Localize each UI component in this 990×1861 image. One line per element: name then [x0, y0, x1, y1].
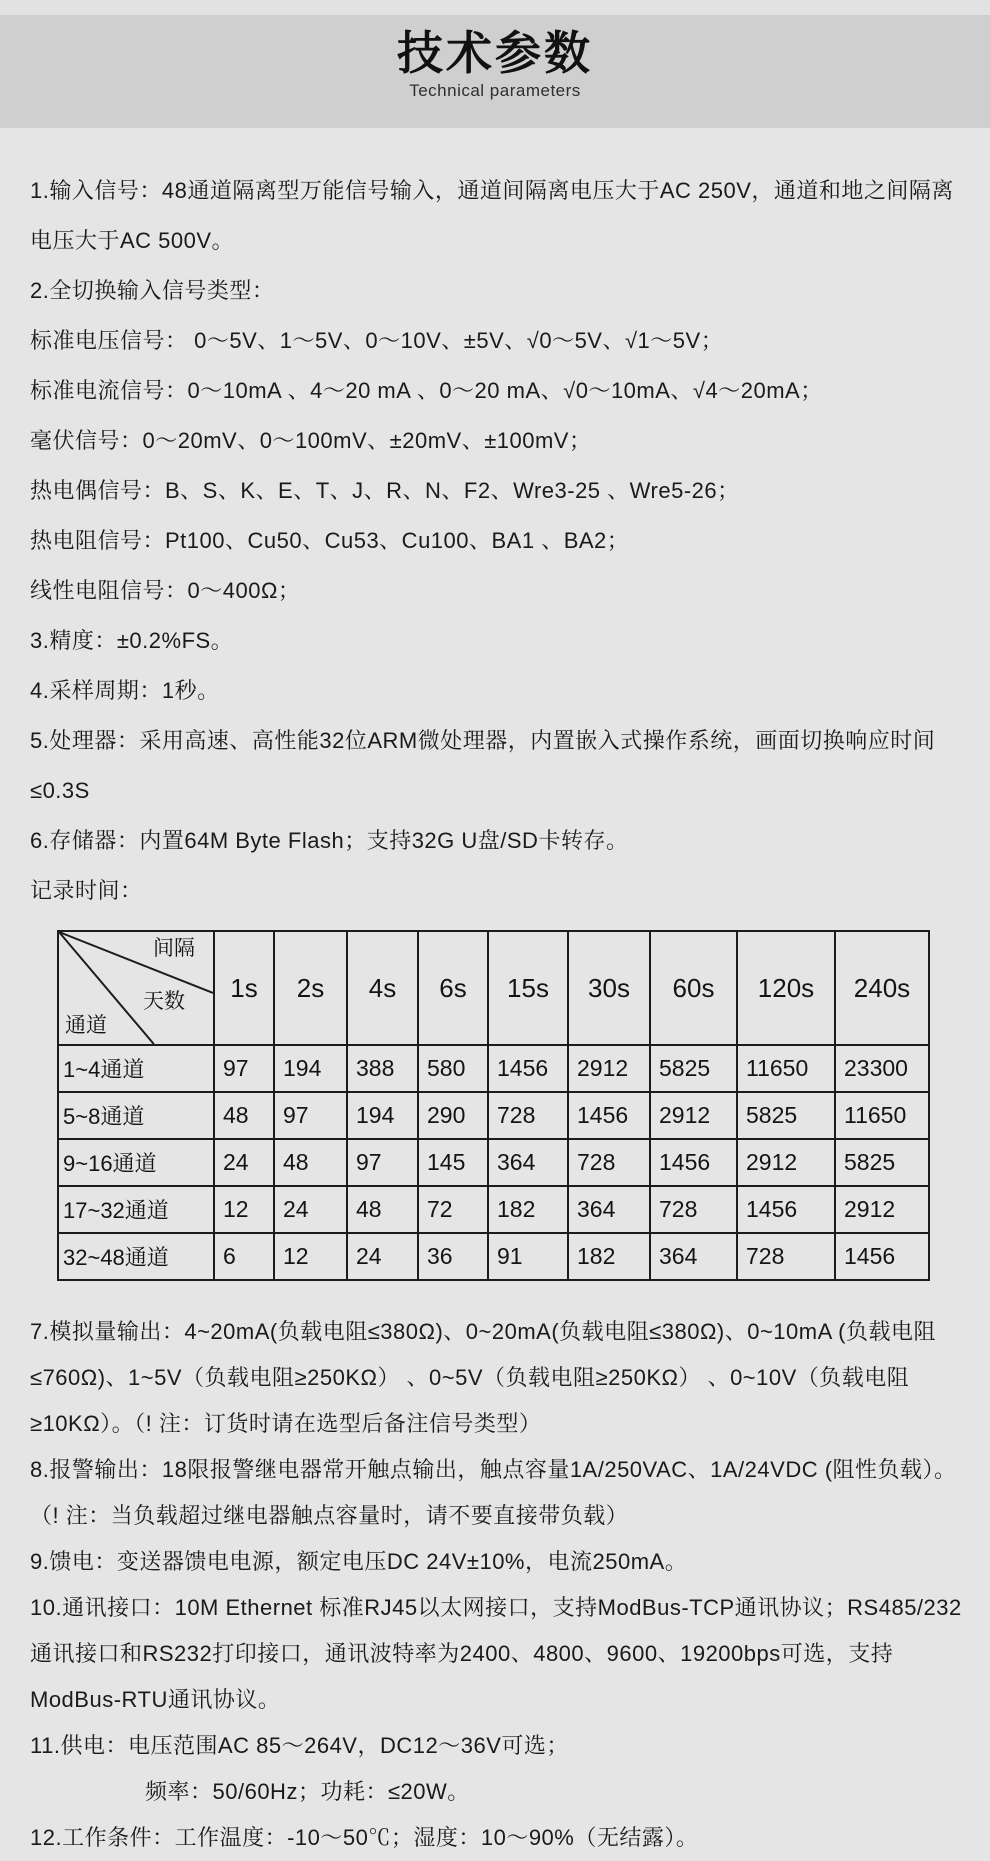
cell: 1456	[568, 1092, 650, 1139]
cell: 23300	[835, 1045, 929, 1092]
spec-line-rtd-signal: 热电阻信号：Pt100、Cu50、Cu53、Cu100、BA1 、BA2；	[30, 528, 630, 553]
cell: 728	[488, 1092, 568, 1139]
spec-line-accuracy: 3.精度：±0.2%FS。	[30, 628, 234, 653]
cell: 364	[650, 1233, 737, 1280]
spec-line-thermocouple-signal: 热电偶信号：B、S、K、E、T、J、R、N、F2、Wre3-25 、Wre5-26；	[30, 478, 740, 503]
cell: 728	[650, 1186, 737, 1233]
cell: 24	[347, 1233, 418, 1280]
col-header-60s: 60s	[650, 931, 737, 1045]
cell: 36	[418, 1233, 488, 1280]
spec-line-analog-output: 7.模拟量输出：4~20mA(负载电阻≤380Ω)、0~20mA(负载电阻≤380Ω)、0~10mA (负载电阻≤760Ω)、1~5V（负载电阻≥250KΩ） 、0~5V（负载电阻≥250KΩ） 、0~10V（负载电阻≥10KΩ）。（! 注：订货时请在选型后备注信号类型）	[30, 1319, 936, 1436]
row-label: 5~8通道	[58, 1092, 214, 1139]
col-header-2s: 2s	[274, 931, 347, 1045]
col-header-15s: 15s	[488, 931, 568, 1045]
cell: 48	[214, 1092, 274, 1139]
col-header-4s: 4s	[347, 931, 418, 1045]
cell: 2912	[568, 1045, 650, 1092]
spec-line-working-conditions: 12.工作条件：工作温度：-10～50℃；湿度：10～90%（无结露）。	[30, 1825, 699, 1850]
table-row-ch5-8	[58, 1092, 929, 1139]
cell: 97	[347, 1139, 418, 1186]
cell: 145	[418, 1139, 488, 1186]
col-header-6s: 6s	[418, 931, 488, 1045]
spec-line-linear-resistance: 线性电阻信号：0～400Ω；	[30, 578, 301, 603]
table-row-ch9-16	[58, 1139, 929, 1186]
corner-label-days: 天数	[143, 990, 185, 1013]
cell: 580	[418, 1045, 488, 1092]
row-label: 32~48通道	[58, 1233, 214, 1280]
table-row-ch17-32	[58, 1186, 929, 1233]
spec-line-comm-interface: 10.通讯接口：10M Ethernet 标准RJ45以太网接口，支持ModBus-TCP通讯协议；RS485/232通讯接口和RS232打印接口，通讯波特率为2400、4800、9600、19200bps可选，支持ModBus-RTU通讯协议。	[30, 1595, 962, 1712]
row-label: 9~16通道	[58, 1139, 214, 1186]
cell: 48	[274, 1139, 347, 1186]
cell: 364	[568, 1186, 650, 1233]
col-header-120s: 120s	[737, 931, 835, 1045]
cell: 97	[274, 1092, 347, 1139]
cell: 2912	[835, 1186, 929, 1233]
spec-line-voltage-signal: 标准电压信号： 0～5V、1～5V、0～10V、±5V、√0～5V、√1～5V；	[30, 328, 724, 353]
spec-line-record-time-label: 记录时间：	[30, 878, 143, 903]
row-label: 17~32通道	[58, 1186, 214, 1233]
cell: 91	[488, 1233, 568, 1280]
spec-line-current-signal: 标准电流信号：0～10mA 、4～20 mA 、0～20 mA、√0～10mA、√4～20mA；	[30, 378, 823, 403]
cell: 2912	[737, 1139, 835, 1186]
cell: 182	[488, 1186, 568, 1233]
row-label: 1~4通道	[58, 1045, 214, 1092]
cell: 6	[214, 1233, 274, 1280]
page-header	[0, 15, 990, 128]
cell: 11650	[835, 1092, 929, 1139]
cell: 364	[488, 1139, 568, 1186]
corner-label-channel: 通道	[65, 1014, 107, 1037]
cell: 5825	[737, 1092, 835, 1139]
cell: 24	[274, 1186, 347, 1233]
top-strip	[0, 0, 990, 15]
cell: 12	[214, 1186, 274, 1233]
cell: 1456	[650, 1139, 737, 1186]
table-header-row	[58, 931, 929, 1045]
cell: 1456	[835, 1233, 929, 1280]
cell: 48	[347, 1186, 418, 1233]
cell: 1456	[737, 1186, 835, 1233]
spec-list	[0, 128, 990, 1861]
cell: 72	[418, 1186, 488, 1233]
spec-line-processor: 5.处理器：采用高速、高性能32位ARM微处理器，内置嵌入式操作系统，画面切换响应时间≤0.3S	[30, 728, 936, 803]
cell: 2912	[650, 1092, 737, 1139]
record-time-table	[57, 930, 962, 1281]
page-title: 技术参数	[397, 27, 593, 79]
col-header-30s: 30s	[568, 931, 650, 1045]
cell: 1456	[488, 1045, 568, 1092]
spec-line-sampling-period: 4.采样周期：1秒。	[30, 678, 220, 703]
spec-line-storage: 6.存储器：内置64M Byte Flash；支持32G U盘/SD卡转存。	[30, 828, 629, 853]
cell: 194	[347, 1092, 418, 1139]
cell: 11650	[737, 1045, 835, 1092]
spec-line-feed-power: 9.馈电：变送器馈电电源，额定电压DC 24V±10%，电流250mA。	[30, 1549, 688, 1574]
spec-line-power-supply: 11.供电：电压范围AC 85～264V，DC12～36V可选；	[30, 1733, 569, 1758]
col-header-1s: 1s	[214, 931, 274, 1045]
spec-line-input-signal: 1.输入信号：48通道隔离型万能信号输入，通道间隔离电压大于AC 250V，通道和地之间隔离电压大于AC 500V。	[30, 178, 954, 253]
page-subtitle: Technical parameters	[409, 81, 581, 100]
cell: 182	[568, 1233, 650, 1280]
cell: 728	[568, 1139, 650, 1186]
spec-line-frequency-power: 频率：50/60Hz；功耗：≤20W。	[145, 1779, 470, 1804]
cell: 5825	[835, 1139, 929, 1186]
col-header-240s: 240s	[835, 931, 929, 1045]
cell: 290	[418, 1092, 488, 1139]
cell: 24	[214, 1139, 274, 1186]
cell: 388	[347, 1045, 418, 1092]
cell: 97	[214, 1045, 274, 1092]
cell: 728	[737, 1233, 835, 1280]
corner-label-interval: 间隔	[153, 937, 195, 960]
spec-line-alarm-output: 8.报警输出：18限报警继电器常开触点输出，触点容量1A/250VAC、1A/24VDC (阻性负载）。（! 注：当负载超过继电器触点容量时，请不要直接带负载）	[30, 1457, 957, 1528]
table-corner-cell	[58, 931, 214, 1045]
cell: 194	[274, 1045, 347, 1092]
table-row-ch1-4	[58, 1045, 929, 1092]
cell: 12	[274, 1233, 347, 1280]
spec-line-signal-types: 2.全切换输入信号类型：	[30, 278, 275, 303]
cell: 5825	[650, 1045, 737, 1092]
spec-line-millivolt-signal: 毫伏信号：0～20mV、0～100mV、±20mV、±100mV；	[30, 428, 592, 453]
table-row-ch32-48	[58, 1233, 929, 1280]
